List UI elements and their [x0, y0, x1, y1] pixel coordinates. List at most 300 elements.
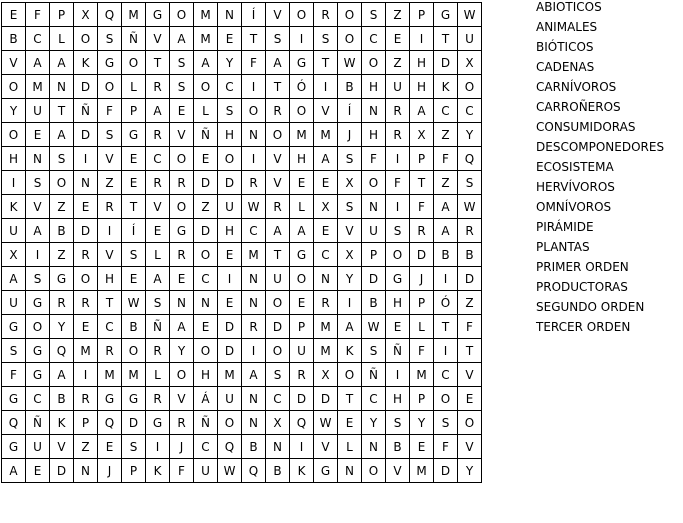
grid-cell[interactable]: S — [458, 171, 482, 195]
grid-cell[interactable]: I — [314, 75, 338, 99]
grid-cell[interactable]: R — [146, 75, 170, 99]
grid-cell[interactable]: D — [218, 339, 242, 363]
grid-cell[interactable]: F — [242, 51, 266, 75]
grid-cell[interactable]: E — [194, 147, 218, 171]
grid-cell[interactable]: D — [74, 75, 98, 99]
grid-cell[interactable]: Y — [218, 51, 242, 75]
grid-cell[interactable]: O — [266, 123, 290, 147]
grid-cell[interactable]: D — [362, 267, 386, 291]
grid-cell[interactable]: S — [386, 411, 410, 435]
grid-cell[interactable]: Z — [74, 435, 98, 459]
grid-cell[interactable]: T — [434, 315, 458, 339]
grid-cell[interactable]: R — [98, 195, 122, 219]
grid-cell[interactable]: M — [290, 123, 314, 147]
grid-cell[interactable]: F — [2, 363, 26, 387]
grid-cell[interactable]: W — [314, 411, 338, 435]
grid-cell[interactable]: O — [74, 27, 98, 51]
grid-cell[interactable]: B — [458, 243, 482, 267]
grid-cell[interactable]: D — [410, 243, 434, 267]
grid-cell[interactable]: G — [290, 51, 314, 75]
grid-cell[interactable]: C — [362, 27, 386, 51]
grid-cell[interactable]: P — [122, 99, 146, 123]
grid-cell[interactable]: K — [50, 411, 74, 435]
grid-cell[interactable]: C — [194, 435, 218, 459]
grid-cell[interactable]: P — [410, 3, 434, 27]
grid-cell[interactable]: N — [50, 75, 74, 99]
grid-cell[interactable]: T — [410, 171, 434, 195]
grid-cell[interactable]: C — [194, 267, 218, 291]
grid-cell[interactable]: Í — [338, 99, 362, 123]
grid-cell[interactable]: A — [50, 51, 74, 75]
grid-cell[interactable]: I — [410, 27, 434, 51]
grid-cell[interactable]: E — [170, 267, 194, 291]
grid-cell[interactable]: V — [314, 435, 338, 459]
grid-cell[interactable]: N — [362, 195, 386, 219]
grid-cell[interactable]: D — [50, 459, 74, 483]
grid-cell[interactable]: E — [122, 171, 146, 195]
grid-cell[interactable]: M — [410, 363, 434, 387]
grid-cell[interactable]: S — [338, 195, 362, 219]
grid-cell[interactable]: C — [26, 387, 50, 411]
grid-cell[interactable]: O — [362, 171, 386, 195]
grid-cell[interactable]: N — [362, 435, 386, 459]
grid-cell[interactable]: O — [122, 339, 146, 363]
grid-cell[interactable]: O — [194, 75, 218, 99]
grid-cell[interactable]: X — [314, 195, 338, 219]
grid-cell[interactable]: T — [122, 195, 146, 219]
grid-cell[interactable]: D — [74, 123, 98, 147]
grid-cell[interactable]: S — [386, 219, 410, 243]
grid-cell[interactable]: M — [98, 363, 122, 387]
grid-cell[interactable]: K — [2, 195, 26, 219]
grid-cell[interactable]: C — [314, 243, 338, 267]
grid-cell[interactable]: O — [98, 75, 122, 99]
grid-cell[interactable]: N — [242, 123, 266, 147]
grid-cell[interactable]: L — [410, 315, 434, 339]
grid-cell[interactable]: H — [2, 147, 26, 171]
grid-cell[interactable]: I — [98, 219, 122, 243]
grid-cell[interactable]: A — [266, 51, 290, 75]
grid-cell[interactable]: O — [26, 315, 50, 339]
grid-cell[interactable]: O — [170, 147, 194, 171]
grid-cell[interactable]: R — [290, 363, 314, 387]
grid-cell[interactable]: C — [146, 147, 170, 171]
grid-cell[interactable]: Z — [386, 3, 410, 27]
grid-cell[interactable]: E — [338, 411, 362, 435]
grid-cell[interactable]: S — [362, 339, 386, 363]
grid-cell[interactable]: D — [290, 387, 314, 411]
grid-cell[interactable]: Z — [194, 195, 218, 219]
grid-cell[interactable]: Y — [170, 339, 194, 363]
grid-cell[interactable]: A — [146, 99, 170, 123]
grid-cell[interactable]: S — [314, 27, 338, 51]
grid-cell[interactable]: K — [338, 339, 362, 363]
grid-cell[interactable]: N — [194, 291, 218, 315]
grid-cell[interactable]: F — [362, 147, 386, 171]
grid-cell[interactable]: T — [434, 27, 458, 51]
grid-cell[interactable]: H — [98, 267, 122, 291]
grid-cell[interactable]: E — [458, 387, 482, 411]
grid-cell[interactable]: I — [218, 267, 242, 291]
grid-cell[interactable]: T — [146, 51, 170, 75]
grid-cell[interactable]: E — [218, 243, 242, 267]
grid-cell[interactable]: R — [386, 99, 410, 123]
grid-cell[interactable]: P — [410, 291, 434, 315]
grid-cell[interactable]: D — [194, 171, 218, 195]
grid-cell[interactable]: R — [146, 123, 170, 147]
grid-cell[interactable]: F — [410, 339, 434, 363]
grid-cell[interactable]: D — [194, 219, 218, 243]
grid-cell[interactable]: F — [434, 147, 458, 171]
grid-cell[interactable]: S — [122, 243, 146, 267]
grid-cell[interactable]: U — [2, 219, 26, 243]
grid-cell[interactable]: R — [74, 387, 98, 411]
grid-cell[interactable]: P — [290, 315, 314, 339]
grid-cell[interactable]: O — [434, 387, 458, 411]
grid-cell[interactable]: V — [386, 459, 410, 483]
grid-cell[interactable]: O — [170, 3, 194, 27]
grid-cell[interactable]: R — [266, 99, 290, 123]
grid-cell[interactable]: Ó — [434, 291, 458, 315]
grid-cell[interactable]: N — [74, 459, 98, 483]
grid-cell[interactable]: E — [386, 315, 410, 339]
grid-cell[interactable]: U — [218, 195, 242, 219]
grid-cell[interactable]: Q — [458, 147, 482, 171]
grid-cell[interactable]: G — [122, 123, 146, 147]
grid-cell[interactable]: D — [266, 315, 290, 339]
grid-cell[interactable]: M — [26, 75, 50, 99]
grid-cell[interactable]: Ñ — [194, 123, 218, 147]
grid-cell[interactable]: E — [218, 27, 242, 51]
grid-cell[interactable]: W — [362, 315, 386, 339]
grid-cell[interactable]: I — [338, 291, 362, 315]
grid-cell[interactable]: Í — [242, 3, 266, 27]
grid-cell[interactable]: S — [122, 435, 146, 459]
grid-cell[interactable]: S — [266, 363, 290, 387]
grid-cell[interactable]: T — [266, 243, 290, 267]
grid-cell[interactable]: A — [2, 267, 26, 291]
grid-cell[interactable]: E — [314, 171, 338, 195]
grid-cell[interactable]: F — [434, 435, 458, 459]
grid-cell[interactable]: G — [290, 243, 314, 267]
grid-cell[interactable]: Y — [338, 267, 362, 291]
grid-cell[interactable]: P — [410, 147, 434, 171]
grid-cell[interactable]: O — [170, 195, 194, 219]
grid-cell[interactable]: O — [218, 147, 242, 171]
grid-cell[interactable]: Í — [122, 219, 146, 243]
grid-cell[interactable]: E — [2, 3, 26, 27]
grid-cell[interactable]: R — [146, 339, 170, 363]
grid-cell[interactable]: Q — [98, 3, 122, 27]
grid-cell[interactable]: X — [410, 123, 434, 147]
grid-cell[interactable]: X — [266, 411, 290, 435]
grid-cell[interactable]: R — [146, 171, 170, 195]
grid-cell[interactable]: S — [338, 147, 362, 171]
grid-cell[interactable]: K — [290, 459, 314, 483]
grid-cell[interactable]: N — [170, 291, 194, 315]
grid-cell[interactable]: O — [338, 3, 362, 27]
grid-cell[interactable]: S — [98, 123, 122, 147]
grid-cell[interactable]: C — [26, 27, 50, 51]
grid-cell[interactable]: J — [98, 459, 122, 483]
grid-cell[interactable]: P — [362, 243, 386, 267]
grid-cell[interactable]: O — [2, 123, 26, 147]
grid-cell[interactable]: H — [194, 363, 218, 387]
grid-cell[interactable]: N — [74, 171, 98, 195]
grid-cell[interactable]: U — [26, 99, 50, 123]
grid-cell[interactable]: S — [266, 27, 290, 51]
grid-cell[interactable]: N — [218, 3, 242, 27]
grid-cell[interactable]: S — [362, 3, 386, 27]
grid-cell[interactable]: S — [170, 51, 194, 75]
grid-cell[interactable]: G — [314, 459, 338, 483]
grid-cell[interactable]: T — [338, 387, 362, 411]
grid-cell[interactable]: S — [170, 75, 194, 99]
grid-cell[interactable]: P — [50, 3, 74, 27]
grid-cell[interactable]: Ñ — [26, 411, 50, 435]
grid-cell[interactable]: H — [386, 387, 410, 411]
grid-cell[interactable]: G — [98, 387, 122, 411]
grid-cell[interactable]: V — [26, 195, 50, 219]
grid-cell[interactable]: U — [218, 387, 242, 411]
grid-cell[interactable]: X — [314, 363, 338, 387]
grid-cell[interactable]: I — [290, 27, 314, 51]
grid-cell[interactable]: A — [434, 195, 458, 219]
grid-cell[interactable]: A — [194, 51, 218, 75]
grid-cell[interactable]: A — [290, 219, 314, 243]
grid-cell[interactable]: T — [98, 291, 122, 315]
grid-cell[interactable]: G — [50, 267, 74, 291]
grid-cell[interactable]: L — [50, 27, 74, 51]
grid-cell[interactable]: T — [266, 75, 290, 99]
grid-cell[interactable]: I — [26, 243, 50, 267]
grid-cell[interactable]: G — [2, 435, 26, 459]
grid-cell[interactable]: T — [314, 51, 338, 75]
grid-cell[interactable]: K — [434, 75, 458, 99]
grid-cell[interactable]: G — [386, 267, 410, 291]
grid-cell[interactable]: W — [218, 459, 242, 483]
grid-cell[interactable]: N — [26, 147, 50, 171]
grid-cell[interactable]: H — [362, 123, 386, 147]
grid-cell[interactable]: D — [314, 387, 338, 411]
grid-cell[interactable]: V — [50, 435, 74, 459]
grid-cell[interactable]: U — [194, 459, 218, 483]
grid-cell[interactable]: V — [146, 195, 170, 219]
grid-cell[interactable]: R — [314, 3, 338, 27]
grid-cell[interactable]: Q — [2, 411, 26, 435]
grid-cell[interactable]: X — [338, 171, 362, 195]
grid-cell[interactable]: F — [170, 459, 194, 483]
grid-cell[interactable]: U — [386, 75, 410, 99]
grid-cell[interactable]: O — [170, 363, 194, 387]
grid-cell[interactable]: T — [50, 99, 74, 123]
grid-cell[interactable]: A — [2, 459, 26, 483]
grid-cell[interactable]: O — [266, 339, 290, 363]
grid-cell[interactable]: V — [458, 363, 482, 387]
grid-cell[interactable]: R — [458, 219, 482, 243]
grid-cell[interactable]: O — [362, 51, 386, 75]
grid-cell[interactable]: O — [194, 243, 218, 267]
grid-cell[interactable]: E — [218, 291, 242, 315]
grid-cell[interactable]: R — [266, 195, 290, 219]
grid-cell[interactable]: V — [266, 3, 290, 27]
grid-cell[interactable]: I — [242, 339, 266, 363]
grid-cell[interactable]: M — [410, 459, 434, 483]
grid-cell[interactable]: A — [50, 363, 74, 387]
grid-cell[interactable]: Y — [458, 459, 482, 483]
grid-cell[interactable]: C — [98, 315, 122, 339]
grid-cell[interactable]: A — [242, 363, 266, 387]
grid-cell[interactable]: O — [218, 411, 242, 435]
grid-cell[interactable]: S — [50, 147, 74, 171]
grid-cell[interactable]: E — [74, 195, 98, 219]
grid-cell[interactable]: X — [2, 243, 26, 267]
grid-cell[interactable]: G — [26, 363, 50, 387]
grid-cell[interactable]: D — [218, 315, 242, 339]
grid-cell[interactable]: I — [242, 75, 266, 99]
grid-cell[interactable]: I — [74, 363, 98, 387]
grid-cell[interactable]: S — [146, 291, 170, 315]
grid-cell[interactable]: D — [218, 171, 242, 195]
grid-cell[interactable]: G — [26, 291, 50, 315]
grid-cell[interactable]: A — [410, 99, 434, 123]
grid-cell[interactable]: O — [290, 99, 314, 123]
grid-cell[interactable]: L — [146, 243, 170, 267]
grid-cell[interactable]: F — [26, 3, 50, 27]
grid-cell[interactable]: Y — [362, 411, 386, 435]
grid-cell[interactable]: C — [362, 387, 386, 411]
grid-cell[interactable]: E — [74, 315, 98, 339]
grid-cell[interactable]: O — [458, 411, 482, 435]
grid-cell[interactable]: V — [458, 435, 482, 459]
grid-cell[interactable]: L — [194, 99, 218, 123]
grid-cell[interactable]: E — [122, 267, 146, 291]
grid-cell[interactable]: B — [266, 459, 290, 483]
grid-cell[interactable]: A — [50, 123, 74, 147]
grid-cell[interactable]: I — [386, 195, 410, 219]
grid-cell[interactable]: M — [314, 339, 338, 363]
grid-cell[interactable]: O — [458, 75, 482, 99]
grid-cell[interactable]: E — [98, 435, 122, 459]
grid-cell[interactable]: E — [26, 459, 50, 483]
grid-cell[interactable]: B — [338, 75, 362, 99]
grid-cell[interactable]: A — [338, 315, 362, 339]
grid-cell[interactable]: G — [26, 339, 50, 363]
grid-cell[interactable]: Q — [242, 459, 266, 483]
grid-cell[interactable]: P — [74, 411, 98, 435]
grid-cell[interactable]: O — [194, 339, 218, 363]
grid-cell[interactable]: R — [386, 123, 410, 147]
grid-cell[interactable]: A — [170, 315, 194, 339]
grid-cell[interactable]: O — [362, 459, 386, 483]
grid-cell[interactable]: Ñ — [362, 363, 386, 387]
grid-cell[interactable]: Z — [458, 291, 482, 315]
grid-cell[interactable]: R — [74, 243, 98, 267]
grid-cell[interactable]: B — [122, 315, 146, 339]
grid-cell[interactable]: R — [98, 339, 122, 363]
grid-cell[interactable]: W — [338, 51, 362, 75]
grid-cell[interactable]: Q — [98, 411, 122, 435]
grid-cell[interactable]: G — [122, 387, 146, 411]
grid-cell[interactable]: K — [146, 459, 170, 483]
grid-cell[interactable]: B — [50, 387, 74, 411]
grid-cell[interactable]: V — [2, 51, 26, 75]
grid-cell[interactable]: G — [98, 51, 122, 75]
grid-cell[interactable]: L — [290, 195, 314, 219]
grid-cell[interactable]: E — [410, 435, 434, 459]
grid-cell[interactable]: U — [266, 267, 290, 291]
grid-cell[interactable]: U — [290, 339, 314, 363]
grid-cell[interactable]: O — [242, 99, 266, 123]
grid-cell[interactable]: C — [458, 99, 482, 123]
grid-cell[interactable]: G — [2, 315, 26, 339]
grid-cell[interactable]: Z — [434, 123, 458, 147]
grid-cell[interactable]: N — [314, 267, 338, 291]
grid-cell[interactable]: O — [290, 3, 314, 27]
grid-cell[interactable]: B — [362, 291, 386, 315]
grid-cell[interactable]: Z — [386, 51, 410, 75]
grid-cell[interactable]: V — [170, 123, 194, 147]
grid-cell[interactable]: B — [434, 243, 458, 267]
grid-cell[interactable]: R — [242, 171, 266, 195]
grid-cell[interactable]: E — [170, 99, 194, 123]
grid-cell[interactable]: V — [98, 243, 122, 267]
grid-cell[interactable]: R — [50, 291, 74, 315]
grid-cell[interactable]: V — [338, 219, 362, 243]
grid-cell[interactable]: M — [314, 123, 338, 147]
grid-cell[interactable]: R — [314, 291, 338, 315]
grid-cell[interactable]: A — [266, 219, 290, 243]
grid-cell[interactable]: B — [242, 435, 266, 459]
grid-cell[interactable]: Q — [50, 339, 74, 363]
grid-cell[interactable]: N — [338, 459, 362, 483]
grid-cell[interactable]: V — [314, 99, 338, 123]
grid-cell[interactable]: Z — [50, 243, 74, 267]
grid-cell[interactable]: B — [2, 27, 26, 51]
grid-cell[interactable]: X — [458, 51, 482, 75]
grid-cell[interactable]: R — [74, 291, 98, 315]
grid-cell[interactable]: H — [218, 219, 242, 243]
grid-cell[interactable]: Á — [194, 387, 218, 411]
grid-cell[interactable]: K — [74, 51, 98, 75]
grid-cell[interactable]: Ñ — [74, 99, 98, 123]
grid-cell[interactable]: O — [266, 291, 290, 315]
grid-cell[interactable]: E — [386, 27, 410, 51]
grid-cell[interactable]: R — [242, 315, 266, 339]
grid-cell[interactable]: S — [218, 99, 242, 123]
grid-cell[interactable]: H — [290, 147, 314, 171]
grid-cell[interactable]: U — [362, 219, 386, 243]
grid-cell[interactable]: J — [410, 267, 434, 291]
grid-cell[interactable]: G — [170, 219, 194, 243]
grid-cell[interactable]: F — [410, 195, 434, 219]
grid-cell[interactable]: V — [266, 147, 290, 171]
grid-cell[interactable]: X — [74, 3, 98, 27]
grid-cell[interactable]: R — [170, 411, 194, 435]
grid-cell[interactable]: H — [410, 75, 434, 99]
grid-cell[interactable]: M — [122, 363, 146, 387]
grid-cell[interactable]: A — [314, 147, 338, 171]
grid-cell[interactable]: M — [314, 315, 338, 339]
grid-cell[interactable]: R — [170, 243, 194, 267]
grid-cell[interactable]: Q — [218, 435, 242, 459]
grid-cell[interactable]: E — [122, 147, 146, 171]
grid-cell[interactable]: N — [266, 435, 290, 459]
grid-cell[interactable]: P — [410, 387, 434, 411]
grid-cell[interactable]: R — [410, 219, 434, 243]
grid-cell[interactable]: Z — [434, 171, 458, 195]
grid-cell[interactable]: R — [146, 387, 170, 411]
